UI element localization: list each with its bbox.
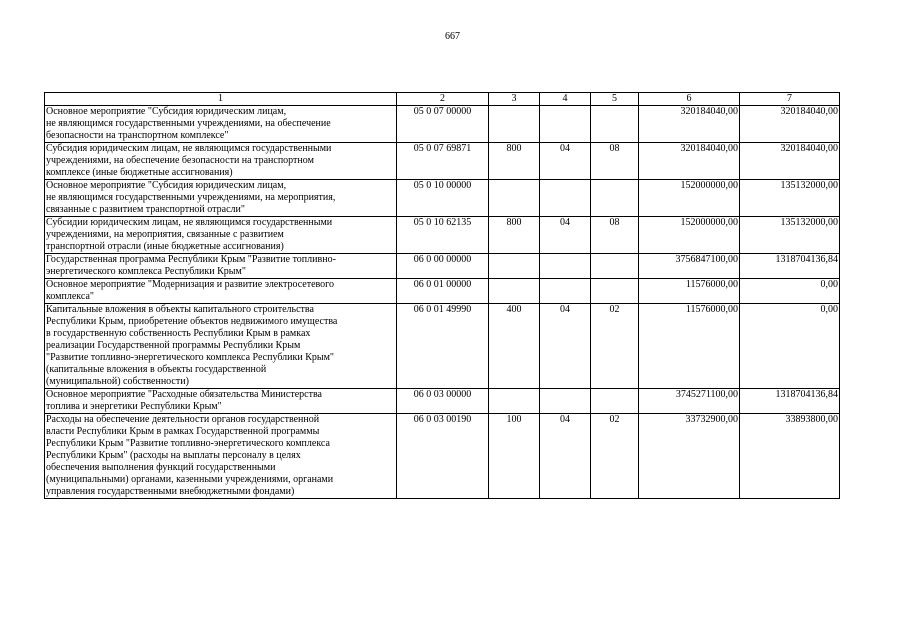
item-name-line: Основное мероприятие "Модернизация и развитие электросетевого	[46, 279, 335, 290]
section-cell	[540, 254, 591, 279]
item-name-line: транспортной отрасли (иные бюджетные ассигнования)	[46, 241, 284, 252]
section-cell: 04	[540, 414, 591, 499]
item-name-cell	[45, 389, 397, 414]
table-row	[45, 106, 840, 143]
target-code-cell: 05 0 10 62135	[397, 217, 489, 254]
target-code-cell: 06 0 01 00000	[397, 279, 489, 304]
amount-cell: 33893800,00	[740, 414, 840, 499]
table-row	[45, 254, 840, 279]
amount-cell: 320184040,00	[740, 106, 840, 143]
item-name-line: Капитальные вложения в объекты капитального строительства	[46, 304, 314, 315]
subsection-cell: 02	[591, 304, 639, 389]
target-code-cell: 05 0 07 69871	[397, 143, 489, 180]
item-name-line: Расходы на обеспечение деятельности органов государственной	[46, 414, 320, 425]
amount-cell: 3756847100,00	[639, 254, 740, 279]
item-name-line: комплексе (иные бюджетные ассигнования)	[46, 167, 233, 178]
amount-cell: 135132000,00	[740, 180, 840, 217]
item-name-line: не являющимся государственными учреждениями, на мероприятия,	[46, 192, 336, 203]
amount-cell: 320184040,00	[639, 143, 740, 180]
table-row	[45, 143, 840, 180]
item-name-line: Государственная программа Республики Крым "Развитие топливно-	[46, 254, 336, 265]
item-name-line: безопасности на транспортном комплексе"	[46, 130, 229, 141]
amount-cell: 1318704136,84	[740, 389, 840, 414]
item-name-line: Основное мероприятие "Субсидия юридическим лицам,	[46, 106, 287, 117]
item-name-line: Субсидии юридическим лицам, не являющимся государственными	[46, 217, 333, 228]
item-name-line: реализации Государственной программы Республики Крым	[46, 340, 301, 351]
amount-cell: 320184040,00	[639, 106, 740, 143]
item-name-line: не являющимся государственными учреждениями, на обеспечение	[46, 118, 331, 129]
item-name-line: комплекса"	[46, 291, 94, 302]
table-row	[45, 180, 840, 217]
amount-cell: 0,00	[740, 279, 840, 304]
section-cell	[540, 279, 591, 304]
item-name-cell	[45, 217, 397, 254]
target-code-cell: 05 0 07 00000	[397, 106, 489, 143]
column-header: 6	[639, 93, 740, 106]
item-name-cell	[45, 254, 397, 279]
item-name-line: учреждениями, на обеспечение безопасности на транспортном	[46, 155, 314, 166]
amount-cell: 33732900,00	[639, 414, 740, 499]
item-name-cell	[45, 304, 397, 389]
expense-type-cell: 100	[489, 414, 540, 499]
subsection-cell: 08	[591, 217, 639, 254]
expense-type-cell	[489, 180, 540, 217]
section-cell	[540, 389, 591, 414]
item-name-cell	[45, 414, 397, 499]
amount-cell: 11576000,00	[639, 304, 740, 389]
section-cell	[540, 106, 591, 143]
column-header: 3	[489, 93, 540, 106]
target-code-cell: 05 0 10 00000	[397, 180, 489, 217]
amount-cell: 3745271100,00	[639, 389, 740, 414]
item-name-line: Республики Крым "Развитие топливно-энергетического комплекса	[46, 438, 330, 449]
amount-cell: 11576000,00	[639, 279, 740, 304]
item-name-line: Республики Крым" (расходы на выплаты персоналу в целях	[46, 450, 301, 461]
item-name-line: учреждениями, на мероприятия, связанные с развитием	[46, 229, 284, 240]
target-code-cell: 06 0 00 00000	[397, 254, 489, 279]
item-name-line: в государственную собственность Республики Крым в рамках	[46, 328, 311, 339]
subsection-cell	[591, 389, 639, 414]
target-code-cell: 06 0 03 00190	[397, 414, 489, 499]
column-header: 5	[591, 93, 639, 106]
item-name-line: Основное мероприятие "Субсидия юридическим лицам,	[46, 180, 287, 191]
item-name-line: топлива и энергетики Республики Крым"	[46, 401, 222, 412]
expense-type-cell: 800	[489, 217, 540, 254]
expense-type-cell	[489, 279, 540, 304]
item-name-cell	[45, 180, 397, 217]
item-name-cell	[45, 279, 397, 304]
amount-cell: 0,00	[740, 304, 840, 389]
expense-type-cell	[489, 106, 540, 143]
table-row	[45, 304, 840, 389]
subsection-cell: 08	[591, 143, 639, 180]
item-name-line: Республики Крым, приобретение объектов недвижимого имущества	[46, 316, 338, 327]
table-row	[45, 414, 840, 499]
expense-type-cell: 800	[489, 143, 540, 180]
item-name-line: связанные с развитием транспортной отрасли"	[46, 204, 245, 215]
section-cell: 04	[540, 304, 591, 389]
item-name-cell	[45, 143, 397, 180]
column-header: 7	[740, 93, 840, 106]
subsection-cell	[591, 254, 639, 279]
table-row	[45, 217, 840, 254]
item-name-line: обеспечения выполнения функций государственными	[46, 462, 276, 473]
item-name-line: Субсидия юридическим лицам, не являющимся государственными	[46, 143, 332, 154]
target-code-cell: 06 0 01 49990	[397, 304, 489, 389]
budget-table	[44, 92, 840, 499]
subsection-cell: 02	[591, 414, 639, 499]
subsection-cell	[591, 180, 639, 217]
subsection-cell	[591, 106, 639, 143]
table-row	[45, 389, 840, 414]
item-name-line: Основное мероприятие "Расходные обязательства Министерства	[46, 389, 322, 400]
amount-cell: 320184040,00	[740, 143, 840, 180]
section-cell: 04	[540, 217, 591, 254]
section-cell: 04	[540, 143, 591, 180]
item-name-line: управления государственными внебюджетными фондами)	[46, 486, 295, 497]
subsection-cell	[591, 279, 639, 304]
item-name-line: (муниципальной) собственности)	[46, 376, 189, 387]
item-name-cell	[45, 106, 397, 143]
column-header: 2	[397, 93, 489, 106]
column-header: 1	[45, 93, 397, 106]
section-cell	[540, 180, 591, 217]
expense-type-cell: 400	[489, 304, 540, 389]
expense-type-cell	[489, 389, 540, 414]
amount-cell: 1318704136,84	[740, 254, 840, 279]
item-name-line: (муниципальными) органами, казенными учреждениями, органами	[46, 474, 334, 485]
item-name-line: энергетического комплекса Республики Крым"	[46, 266, 246, 277]
item-name-line: (капитальные вложения в объекты государственной	[46, 364, 267, 375]
table-row	[45, 279, 840, 304]
amount-cell: 135132000,00	[740, 217, 840, 254]
item-name-line: власти Республики Крым в рамках Государственной программы	[46, 426, 320, 437]
amount-cell: 152000000,00	[639, 180, 740, 217]
amount-cell: 152000000,00	[639, 217, 740, 254]
item-name-line: "Развитие топливно-энергетического комплекса Республики Крым"	[46, 352, 335, 363]
target-code-cell: 06 0 03 00000	[397, 389, 489, 414]
column-header: 4	[540, 93, 591, 106]
page-number: 667	[445, 31, 460, 42]
expense-type-cell	[489, 254, 540, 279]
table-header-row	[45, 93, 840, 106]
